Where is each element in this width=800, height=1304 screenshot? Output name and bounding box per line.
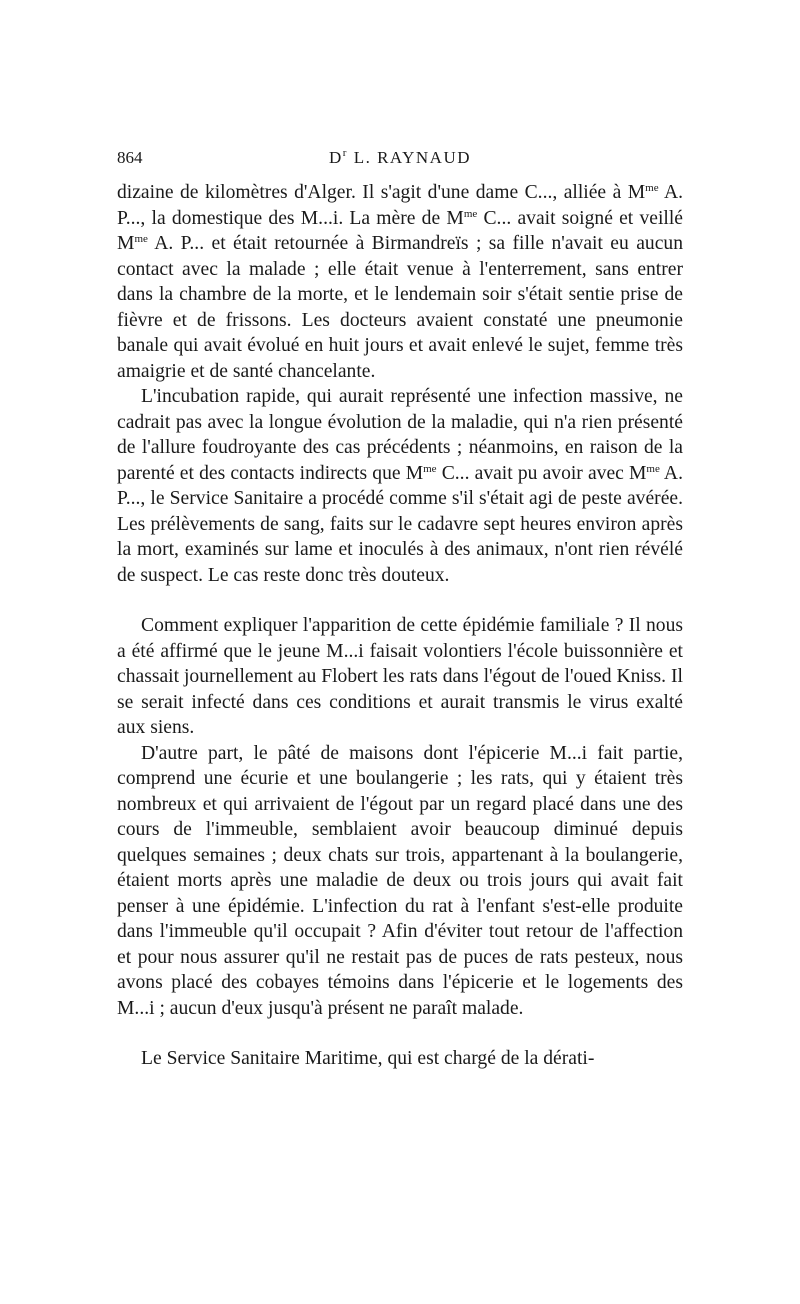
paragraph-1 xyxy=(117,180,683,384)
paragraph-4 xyxy=(117,741,683,1022)
body-text xyxy=(117,180,683,1072)
text-run: L'incubation rapide, qui aurait représenté une infection massive, ne cadrait pas avec la longue évolution de la maladie, qui n'a rien présenté de l'allure foudroyante des cas précédents ; néanmoins, en raison de la parenté et des contacts indirects que M xyxy=(117,386,683,484)
text-run: A. P..., le Service Sanitaire a procédé comme s'il s'était agi de peste avérée. Les prélèvements de sang, faits sur le cadavre sept heures environ après la mort, examinés sur lame et inoculés à des animaux, n'ont rien révélé de suspect. Le cas reste donc très douteux. xyxy=(117,462,683,586)
text-run: A. P... et était retournée à Birmandreïs ; sa fille n'avait eu aucun contact avec la malade ; elle était venue à l'enterrement, sans entrer dans la chambre de la morte, et le lendemain soir s'était sentie prise de fièvre et de frissons. Les docteurs avaient constaté une pneumonie banale qui avait évolué en huit jours et avait enlevé le sujet, femme très amaigrie et de santé chancelante. xyxy=(117,233,683,382)
page-header xyxy=(117,148,683,170)
superscript-abbrev: me xyxy=(463,207,478,220)
text-run: C... avait soigné et veillé M xyxy=(117,207,683,254)
text-run: dizaine de kilomètres d'Alger. Il s'agit d'une dame C..., alliée à M xyxy=(117,182,646,203)
text-run: D'autre part, le pâté de maisons dont l'épicerie M...i fait partie, comprend une écurie et une boulangerie ; les rats, qui y étaient très nombreux et qui arrivaient de l'égout par un regard placé dans une des cours de l'immeuble, semblaient avoir beaucoup diminué depuis quelques semaines ; deux chats sur trois, appartenant à la boulangerie, étaient morts après une maladie de deux ou trois jours qui avait fait penser à une épidémie. L'infection du rat à l'enfant s'est-elle produite dans l'immeuble qu'il occupait ? Afin d'éviter tout retour de l'affection et pour nous assurer qu'il ne restait pas de puces de rats pesteux, nous avons placé des cobayes témoins dans l'épicerie et le logements des M...i ; aucun d'eux jusqu'à présent ne paraît malade. xyxy=(117,742,683,1019)
running-head-prefix: D xyxy=(328,148,343,167)
text-run: Le Service Sanitaire Maritime, qui est chargé de la dérati- xyxy=(141,1048,595,1069)
running-head-superscript: r xyxy=(342,147,348,159)
running-head-name: L. RAYNAUD xyxy=(347,148,472,167)
superscript-abbrev: me xyxy=(645,182,659,194)
running-head xyxy=(117,148,683,168)
text-run: A. P..., la domestique des M...i. La mère de M xyxy=(117,182,684,229)
superscript-abbrev: me xyxy=(423,462,437,475)
page-number: 864 xyxy=(117,148,143,167)
text-run: Comment expliquer l'apparition de cette épidémie familiale ? Il nous a été affirmé que le jeune M...i faisait volontiers l'école buissonnière et chassait journellement au Flobert les rats dans l'égout de l'oued Kniss. Il se serait infecté dans ces conditions et aurait transmis le virus exalté aux siens. xyxy=(117,615,683,738)
superscript-abbrev: me xyxy=(134,233,148,245)
paragraph-2 xyxy=(117,384,683,588)
superscript-abbrev: me xyxy=(646,462,660,475)
paragraph-3 xyxy=(117,613,683,741)
text-run: C... avait pu avoir avec M xyxy=(436,462,647,484)
paragraph-5 xyxy=(117,1046,683,1072)
